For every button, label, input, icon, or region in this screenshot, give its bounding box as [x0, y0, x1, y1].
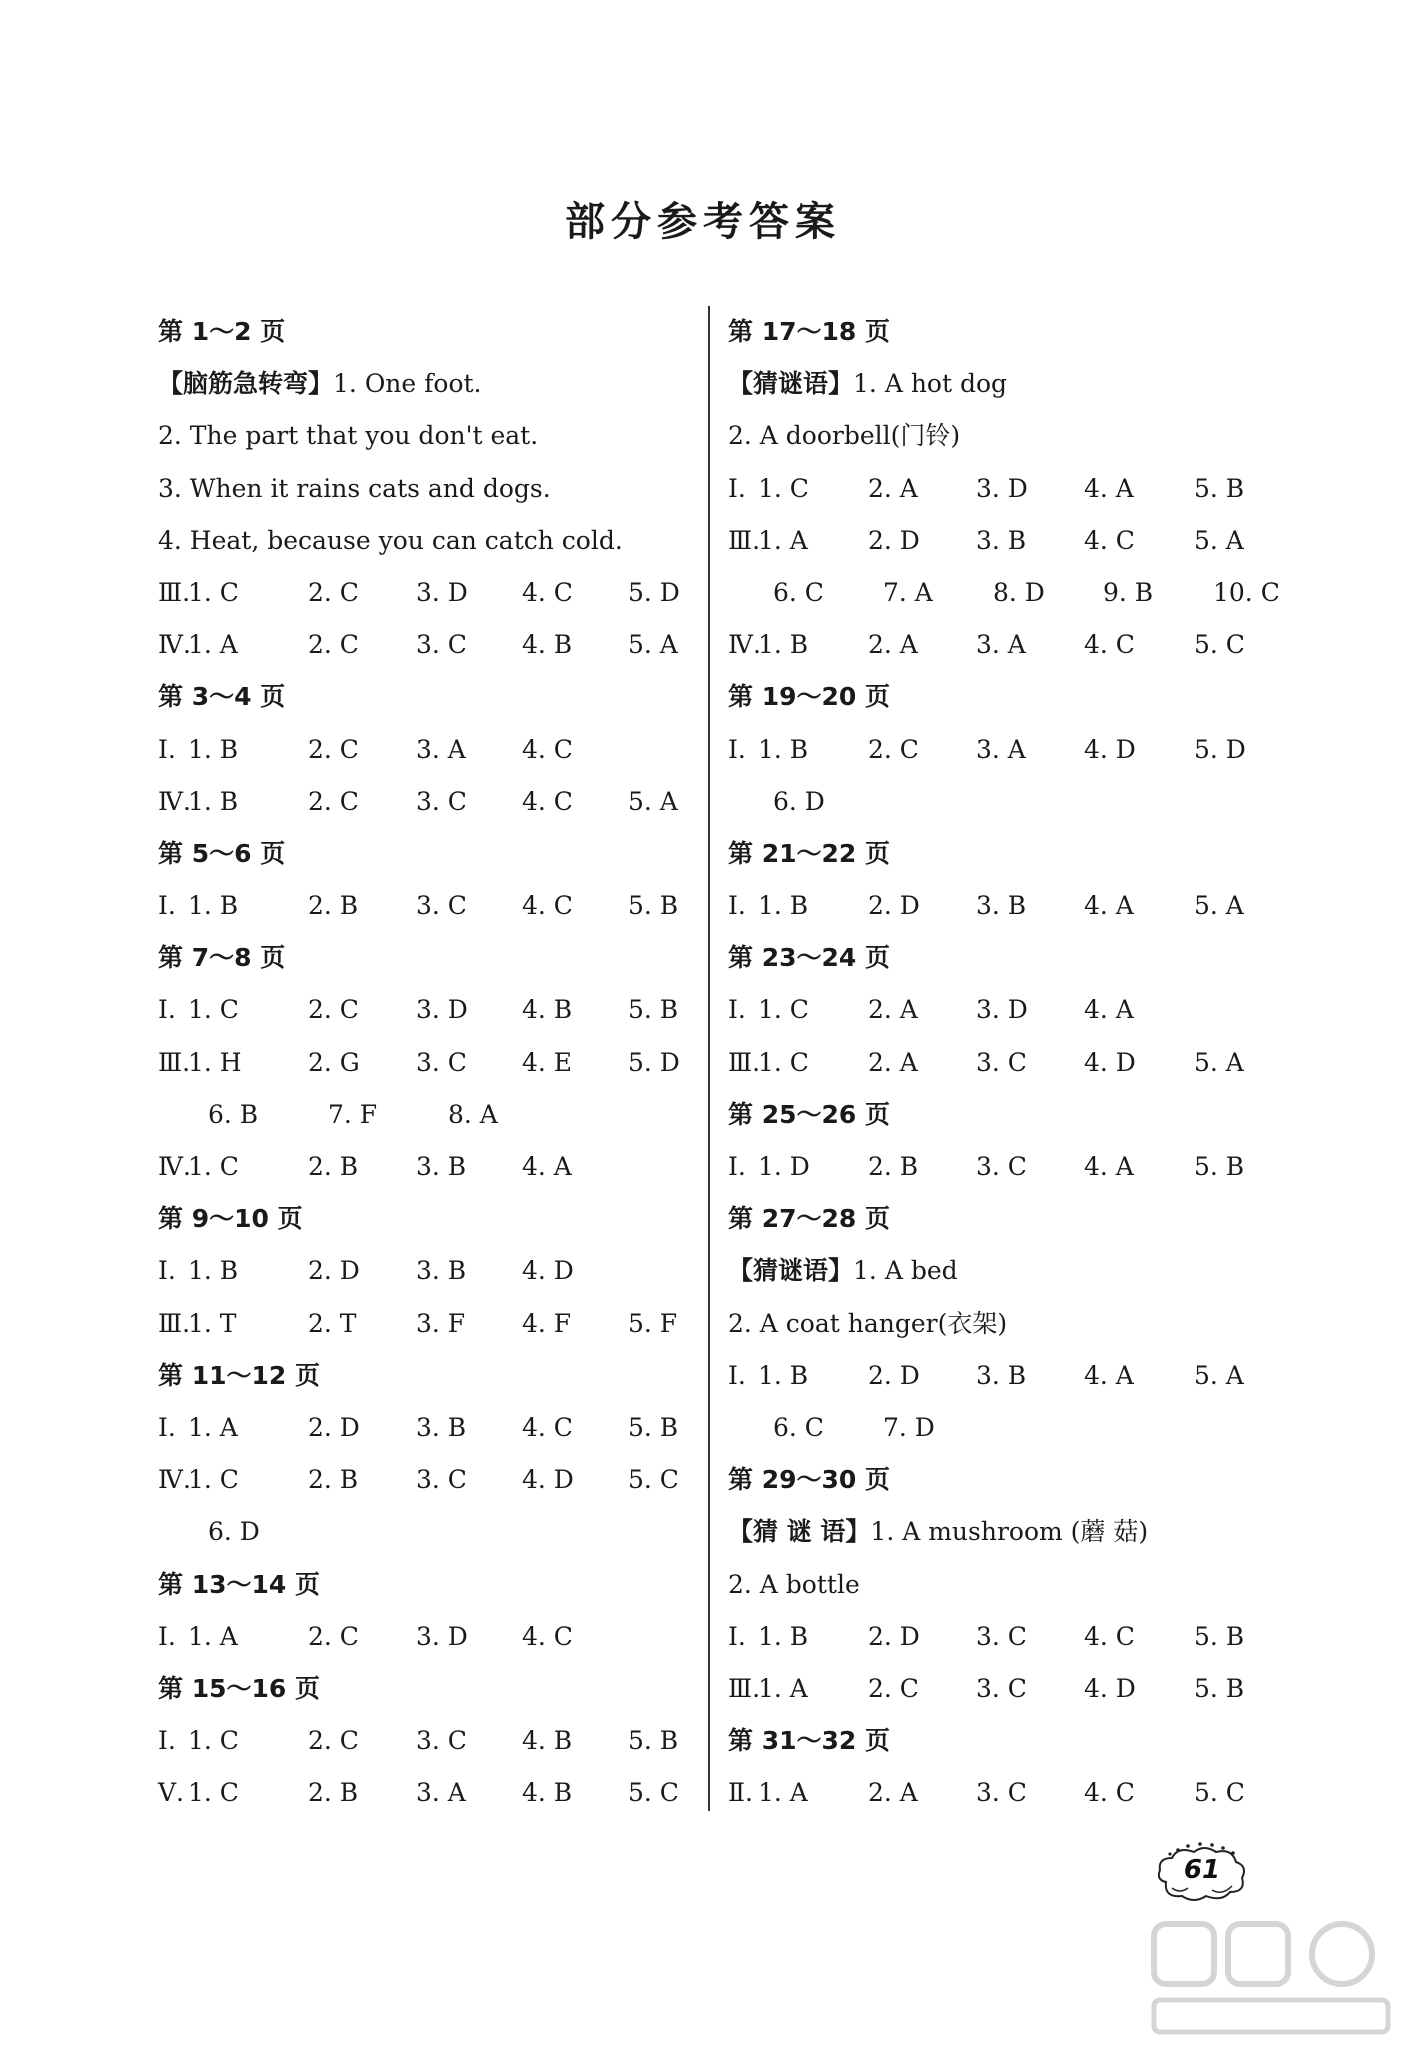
answer-text: 1. A bed — [853, 1256, 958, 1286]
answer-item: 4. C — [522, 577, 573, 607]
page-number: 61 — [1183, 1855, 1221, 1885]
answer-item: 6. B — [208, 1099, 259, 1129]
answer-row — [158, 1037, 698, 1089]
answer-item: 4. B — [522, 630, 573, 660]
answer-text: 3. When it rains cats and dogs. — [158, 473, 551, 503]
answer-item: 5. B — [1194, 1152, 1245, 1181]
answer-item: 9. B — [1103, 577, 1154, 607]
answer-item: 2. D — [308, 1256, 360, 1286]
answer-item: 2. C — [308, 734, 359, 764]
answer-item: 3. A — [416, 734, 466, 764]
roman-numeral: Ⅰ. — [158, 1256, 176, 1286]
roman-numeral: Ⅲ. — [158, 1308, 191, 1338]
answer-item: 6. C — [773, 1412, 824, 1442]
answer-item: 2. G — [308, 1047, 360, 1077]
answer-text-line — [728, 1506, 1268, 1558]
answer-item: 5. A — [1194, 525, 1244, 555]
roman-numeral: Ⅰ. — [728, 734, 746, 764]
roman-numeral: Ⅰ. — [158, 734, 176, 764]
section-heading: 第 21～22 页 — [728, 838, 890, 868]
answer-row — [158, 1089, 698, 1141]
answer-item: 3. C — [976, 1047, 1027, 1077]
answer-item: 1. B — [758, 630, 809, 660]
answer-item: 2. C — [308, 1726, 359, 1756]
answer-item: 1. A — [188, 1412, 238, 1442]
answer-text: 1. A mushroom (蘑 菇) — [870, 1517, 1149, 1547]
answer-item: 1. A — [188, 630, 238, 660]
answer-item: 4. B — [522, 1778, 573, 1808]
answer-item: 1. B — [758, 1360, 809, 1390]
answer-item: 1. C — [758, 1047, 809, 1077]
answer-row — [158, 1245, 698, 1297]
answer-item: 3. D — [416, 577, 468, 607]
answer-item: 2. C — [868, 734, 919, 764]
answer-item: 2. B — [308, 891, 359, 921]
answer-row — [728, 619, 1268, 671]
answer-item: 1. H — [188, 1047, 242, 1077]
answer-text-line — [728, 358, 1268, 410]
answer-item: 5. D — [1194, 734, 1246, 764]
roman-numeral: Ⅲ. — [158, 1047, 191, 1077]
answer-item: 3. D — [976, 995, 1028, 1025]
answer-item: 3. A — [976, 734, 1026, 764]
answer-text-line — [728, 410, 1268, 462]
answer-text-line — [158, 463, 698, 515]
answer-item: 3. D — [976, 473, 1028, 503]
section-heading: 第 27～28 页 — [728, 1204, 890, 1234]
answer-row — [728, 1663, 1268, 1715]
answer-item: 5. D — [628, 1047, 680, 1077]
answer-item: 4. D — [1084, 734, 1136, 764]
answer-item: 1. C — [758, 995, 809, 1025]
answer-item: 3. C — [416, 1726, 467, 1756]
answer-item: 5. A — [1194, 891, 1244, 921]
roman-numeral: Ⅰ. — [728, 995, 746, 1025]
section-heading: 第 5～6 页 — [158, 838, 286, 868]
answer-row — [728, 776, 1268, 828]
answer-item: 2. C — [308, 995, 359, 1025]
answer-item: 5. B — [628, 1726, 679, 1756]
answer-item: 3. A — [976, 630, 1026, 660]
section-heading: 第 7～8 页 — [158, 943, 286, 973]
answer-item: 1. B — [758, 1621, 809, 1651]
answer-item: 1. D — [758, 1152, 810, 1181]
answer-item: 3. A — [416, 1778, 466, 1808]
answer-item: 2. D — [868, 1621, 920, 1651]
answer-item: 2. B — [308, 1465, 359, 1495]
answer-item: 4. A — [1084, 1152, 1134, 1181]
roman-numeral: Ⅳ. — [158, 630, 191, 660]
answer-item: 5. B — [1194, 1673, 1245, 1703]
answer-item: 5. A — [1194, 1360, 1244, 1390]
roman-numeral: Ⅳ. — [728, 630, 761, 660]
answer-row — [728, 984, 1268, 1036]
answer-item: 5. A — [1194, 1047, 1244, 1077]
answer-row — [158, 880, 698, 932]
answer-row — [158, 776, 698, 828]
roman-numeral: Ⅳ. — [158, 786, 191, 816]
section-heading: 第 29～30 页 — [728, 1465, 890, 1495]
answer-item: 2. A — [868, 630, 918, 660]
answer-item: 5. F — [628, 1308, 678, 1338]
answer-item: 3. C — [416, 630, 467, 660]
answer-item: 4. D — [1084, 1047, 1136, 1077]
answer-item: 3. C — [416, 891, 467, 921]
answer-item: 4. A — [1084, 995, 1134, 1025]
answer-item: 3. C — [976, 1152, 1027, 1181]
roman-numeral: Ⅰ. — [158, 891, 176, 921]
answer-item: 1. C — [188, 1465, 239, 1495]
roman-numeral: Ⅰ. — [158, 1726, 176, 1756]
answer-item: 3. C — [976, 1778, 1027, 1808]
answer-row — [728, 1037, 1268, 1089]
answer-text-line — [158, 358, 698, 410]
answer-item: 7. A — [883, 577, 933, 607]
answer-item: 2. D — [868, 525, 920, 555]
answer-item: 1. C — [188, 1726, 239, 1756]
section-heading: 第 3～4 页 — [158, 682, 286, 712]
answer-item: 1. C — [188, 1152, 239, 1181]
answer-row — [728, 724, 1268, 776]
answer-item: 3. C — [416, 1047, 467, 1077]
answer-item: 2. A — [868, 1047, 918, 1077]
answer-text-line — [158, 515, 698, 567]
answer-text: 2. A doorbell(门铃) — [728, 421, 961, 451]
answer-item: 1. A — [758, 1673, 808, 1703]
section-heading: 第 9～10 页 — [158, 1204, 303, 1234]
answer-item: 2. D — [868, 891, 920, 921]
answer-item: 3. D — [416, 995, 468, 1025]
answer-text-line — [728, 1298, 1268, 1350]
answer-item: 6. D — [208, 1517, 260, 1547]
answer-row — [158, 1402, 698, 1454]
roman-numeral: Ⅰ. — [728, 891, 746, 921]
right-column — [728, 306, 1280, 1819]
section-heading: 第 31～32 页 — [728, 1726, 890, 1756]
answer-item: 3. D — [416, 1621, 468, 1651]
answer-row — [158, 1506, 698, 1558]
answer-row — [158, 724, 698, 776]
answer-item: 4. C — [522, 786, 573, 816]
section-tag: 【猜谜语】 — [728, 369, 854, 399]
answer-item: 1. B — [188, 1256, 239, 1286]
answer-item: 4. C — [522, 1621, 573, 1651]
answer-item: 1. B — [188, 891, 239, 921]
answer-item: 2. C — [308, 630, 359, 660]
section-heading: 第 23～24 页 — [728, 943, 890, 973]
answer-item: 5. A — [628, 786, 678, 816]
answer-text-line — [728, 1245, 1268, 1297]
roman-numeral: Ⅲ. — [728, 1047, 761, 1077]
answer-item: 5. C — [628, 1465, 679, 1495]
roman-numeral: Ⅳ. — [158, 1465, 191, 1495]
answer-item: 8. A — [448, 1099, 498, 1129]
roman-numeral: Ⅳ. — [158, 1152, 191, 1181]
column-divider — [708, 306, 710, 1811]
answer-item: 7. F — [328, 1099, 378, 1129]
answer-item: 10. C — [1213, 577, 1280, 607]
answer-item: 6. C — [773, 577, 824, 607]
roman-numeral: Ⅲ. — [728, 1673, 761, 1703]
answer-item: 4. D — [522, 1465, 574, 1495]
section-tag: 【脑筋急转弯】 — [158, 369, 334, 399]
answer-item: 1. B — [188, 734, 239, 764]
answer-item: 1. B — [188, 786, 239, 816]
answer-item: 3. F — [416, 1308, 466, 1338]
answer-row — [158, 1715, 698, 1767]
answer-text: 2. A bottle — [728, 1569, 860, 1599]
answer-text-line — [728, 1559, 1268, 1611]
answer-row — [728, 567, 1280, 619]
answer-item: 3. B — [416, 1256, 467, 1286]
answer-row — [158, 1611, 698, 1663]
answer-item: 1. C — [188, 1778, 239, 1808]
answer-item: 2. A — [868, 1778, 918, 1808]
answer-row — [728, 1141, 1268, 1193]
answer-item: 4. F — [522, 1308, 572, 1338]
answer-item: 5. A — [628, 630, 678, 660]
roman-numeral: Ⅲ. — [158, 577, 191, 607]
answer-row — [728, 1611, 1268, 1663]
section-heading: 第 25～26 页 — [728, 1099, 890, 1129]
answer-item: 2. B — [868, 1152, 919, 1181]
answer-item: 3. C — [976, 1621, 1027, 1651]
answer-item: 5. B — [628, 1412, 679, 1442]
answer-item: 1. B — [758, 891, 809, 921]
answer-item: 4. D — [522, 1256, 574, 1286]
answer-item: 1. C — [188, 995, 239, 1025]
answer-item: 1. A — [188, 1621, 238, 1651]
answer-item: 5. C — [1194, 1778, 1245, 1808]
roman-numeral: Ⅰ. — [158, 1412, 176, 1442]
answer-item: 2. C — [868, 1673, 919, 1703]
answer-item: 7. D — [883, 1412, 935, 1442]
answer-text-line — [158, 410, 698, 462]
answer-item: 4. E — [522, 1047, 573, 1077]
answer-item: 1. C — [758, 473, 809, 503]
answer-item: 2. C — [308, 577, 359, 607]
answer-item: 4. C — [522, 734, 573, 764]
answer-item: 4. A — [1084, 1360, 1134, 1390]
answer-item: 4. C — [1084, 525, 1135, 555]
answer-row — [728, 515, 1268, 567]
answer-item: 4. A — [1084, 891, 1134, 921]
roman-numeral: Ⅰ. — [728, 473, 746, 503]
watermark-logo-icon — [1146, 1918, 1396, 2042]
answer-row — [728, 1402, 1268, 1454]
answer-row — [728, 1350, 1268, 1402]
answer-item: 4. A — [1084, 473, 1134, 503]
answer-item: 3. B — [976, 1360, 1027, 1390]
answer-row — [158, 567, 698, 619]
answer-item: 3. C — [976, 1673, 1027, 1703]
answer-item: 4. A — [522, 1152, 572, 1181]
answer-item: 3. C — [416, 1465, 467, 1495]
answer-row — [728, 1767, 1268, 1819]
section-tag: 【猜谜语】 — [728, 1256, 854, 1286]
roman-numeral: Ⅱ. — [728, 1778, 753, 1808]
answer-item: 3. B — [416, 1152, 467, 1181]
section-heading: 第 17～18 页 — [728, 317, 890, 346]
answer-item: 4. C — [522, 1412, 573, 1442]
section-heading: 第 19～20 页 — [728, 682, 890, 712]
answer-item: 3. B — [976, 525, 1027, 555]
answer-item: 6. D — [773, 786, 825, 816]
answer-row — [158, 1767, 698, 1819]
section-heading: 第 11～12 页 — [158, 1360, 320, 1390]
answer-row — [728, 880, 1268, 932]
answer-item: 2. D — [308, 1412, 360, 1442]
answer-item: 4. C — [1084, 1778, 1135, 1808]
section-heading: 第 15～16 页 — [158, 1673, 320, 1703]
answer-item: 1. C — [188, 577, 239, 607]
answer-item: 8. D — [993, 577, 1045, 607]
answer-item: 5. D — [628, 577, 680, 607]
answer-item: 3. C — [416, 786, 467, 816]
roman-numeral: Ⅰ. — [158, 1621, 176, 1651]
roman-numeral: Ⅰ. — [728, 1621, 746, 1651]
answer-item: 4. D — [1084, 1673, 1136, 1703]
answer-item: 2. C — [308, 1621, 359, 1651]
answer-row — [158, 619, 698, 671]
answer-item: 2. D — [868, 1360, 920, 1390]
roman-numeral: Ⅰ. — [158, 995, 176, 1025]
section-heading: 第 1～2 页 — [158, 317, 286, 346]
roman-numeral: Ⅴ. — [158, 1778, 185, 1808]
section-tag: 【猜 谜 语】 — [728, 1517, 871, 1547]
left-column — [158, 306, 698, 1819]
answer-item: 5. B — [1194, 473, 1245, 503]
answer-item: 4. C — [1084, 1621, 1135, 1651]
answer-item: 1. A — [758, 1778, 808, 1808]
answer-item: 1. A — [758, 525, 808, 555]
roman-numeral: Ⅰ. — [728, 1152, 746, 1181]
answer-item: 4. B — [522, 995, 573, 1025]
answer-item: 2. B — [308, 1152, 359, 1181]
answer-item: 5. B — [628, 995, 679, 1025]
answer-item: 5. C — [1194, 630, 1245, 660]
answer-row — [728, 463, 1268, 515]
answer-text: 2. The part that you don't eat. — [158, 421, 539, 451]
answer-item: 2. A — [868, 995, 918, 1025]
answer-item: 1. T — [188, 1308, 237, 1338]
answer-item: 3. B — [976, 891, 1027, 921]
answer-text: 2. A coat hanger(衣架) — [728, 1308, 1008, 1338]
answer-item: 2. B — [308, 1778, 359, 1808]
roman-numeral: Ⅲ. — [728, 525, 761, 555]
answer-item: 5. B — [628, 891, 679, 921]
answer-item: 1. B — [758, 734, 809, 764]
answer-text: 4. Heat, because you can catch cold. — [158, 525, 623, 555]
answer-item: 4. B — [522, 1726, 573, 1756]
answer-item: 4. C — [1084, 630, 1135, 660]
answer-row — [158, 984, 698, 1036]
roman-numeral: Ⅰ. — [728, 1360, 746, 1390]
answer-text: 1. One foot. — [333, 369, 482, 399]
answer-row — [158, 1141, 698, 1193]
section-heading: 第 13～14 页 — [158, 1569, 320, 1599]
answer-text: 1. A hot dog — [853, 369, 1008, 399]
answer-item: 5. C — [628, 1778, 679, 1808]
answer-row — [158, 1298, 698, 1350]
answer-item: 2. A — [868, 473, 918, 503]
answer-item: 4. C — [522, 891, 573, 921]
answer-item: 2. T — [308, 1308, 357, 1338]
answer-row — [158, 1454, 698, 1506]
answer-item: 5. B — [1194, 1621, 1245, 1651]
page-title: 部分参考答案 — [565, 199, 841, 245]
answer-item: 2. C — [308, 786, 359, 816]
answer-item: 3. B — [416, 1412, 467, 1442]
